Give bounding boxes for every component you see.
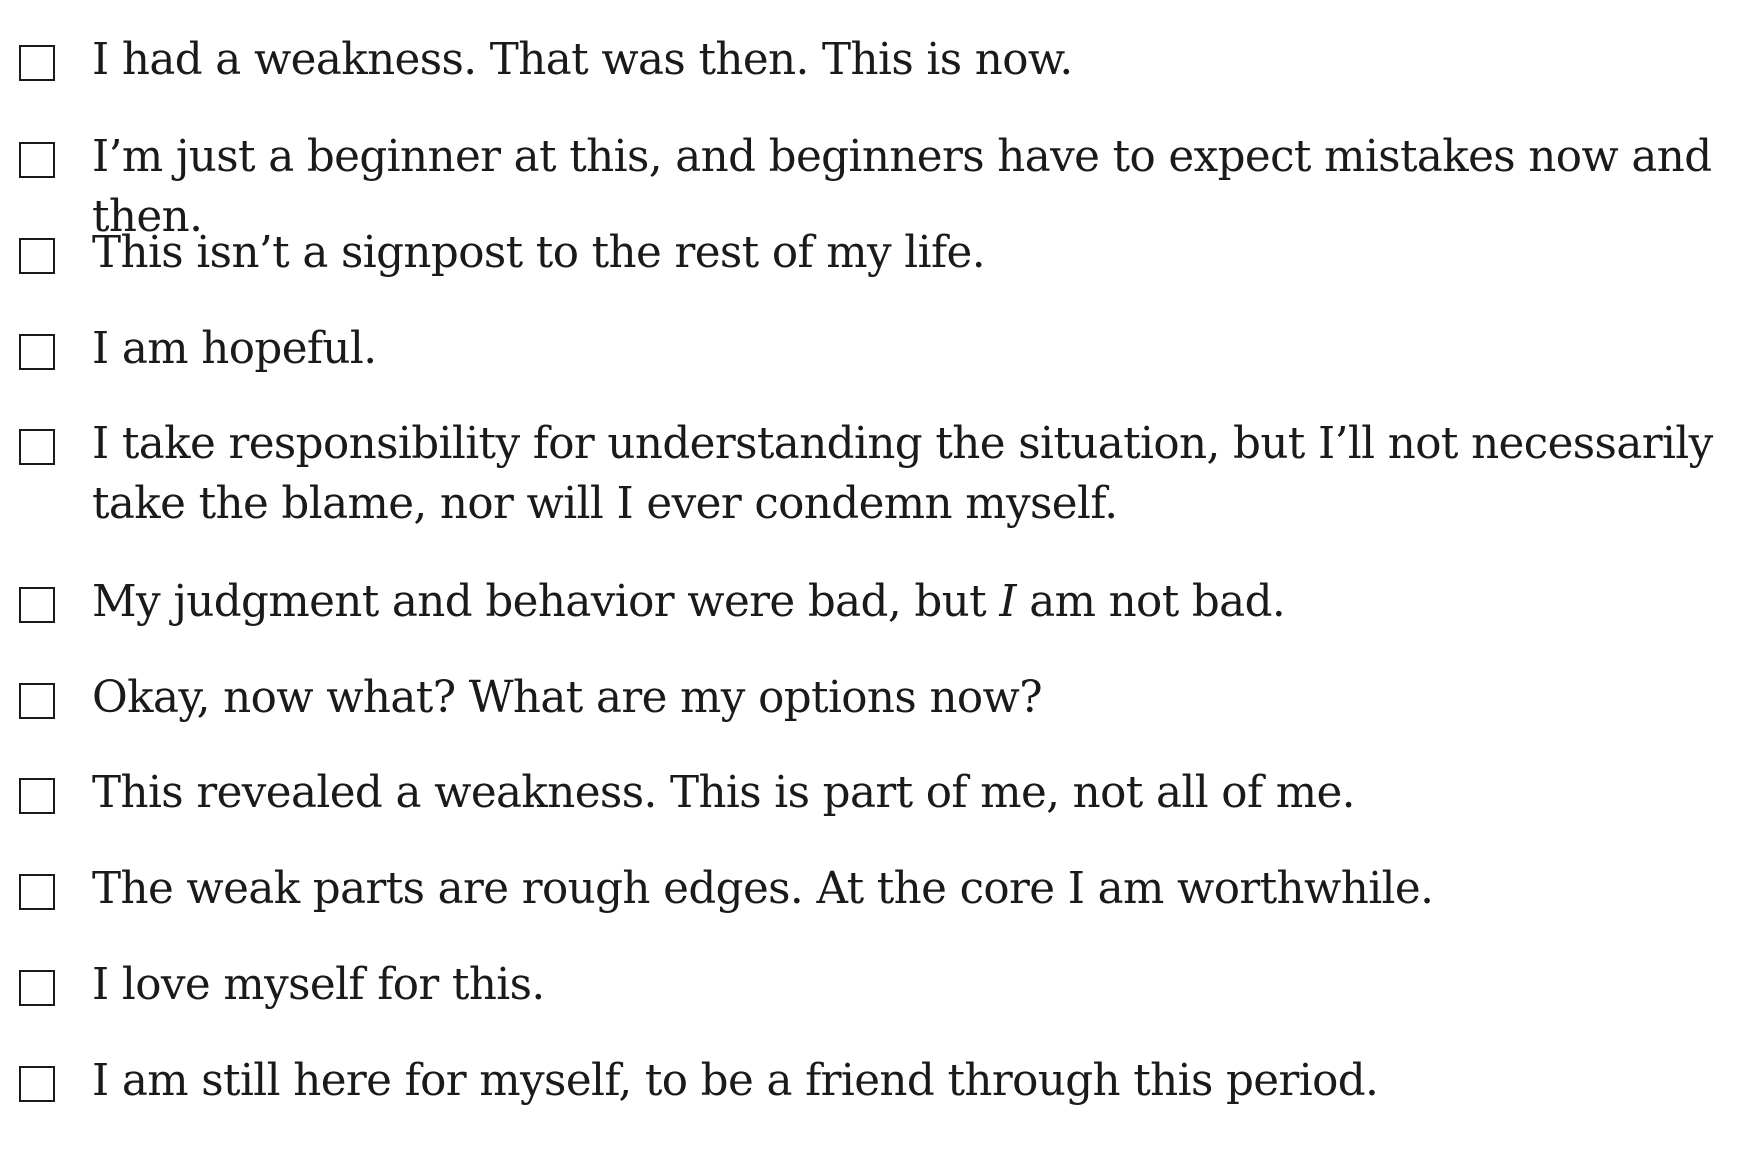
checkbox[interactable] — [19, 429, 55, 465]
checkbox[interactable] — [19, 142, 55, 178]
checklist-item-text: The weak parts are rough edges. At the core I am worthwhile. — [92, 864, 1434, 914]
checklist-item-text: I take responsibility for understanding the situation, but I’ll not necessarily take the blame, nor will I ever condemn myself. — [92, 419, 1726, 529]
checklist-item-text: Okay, now what? What are my options now? — [92, 673, 1043, 723]
checklist-item-text: I’m just a beginner at this, and beginners have to expect mistakes now and then. — [92, 132, 1725, 242]
checklist-item-text: I am still here for myself, to be a friend through this period. — [92, 1056, 1379, 1106]
checkbox[interactable] — [19, 683, 55, 719]
checkbox[interactable] — [19, 334, 55, 370]
checklist-item-text: I love myself for this. — [92, 960, 545, 1010]
checkbox[interactable] — [19, 970, 55, 1006]
checklist-item-text — [92, 572, 1742, 632]
checklist-item-text: I had a weakness. That was then. This is now. — [92, 35, 1073, 85]
checkbox[interactable] — [19, 238, 55, 274]
checklist-item-text: This isn’t a signpost to the rest of my life. — [92, 228, 985, 278]
checkbox[interactable] — [19, 1066, 55, 1102]
checklist-item-text: This revealed a weakness. This is part of me, not all of me. — [92, 768, 1355, 818]
checkbox[interactable] — [19, 874, 55, 910]
checkbox[interactable] — [19, 778, 55, 814]
checkbox[interactable] — [19, 587, 55, 623]
checklist-item-text-part: My judgment and behavior were bad, but — [92, 577, 1000, 627]
checklist-item-text-part: am not bad. — [1015, 577, 1286, 627]
emphasized-word: I — [999, 577, 1016, 627]
checklist-item-text: I am hopeful. — [92, 324, 377, 374]
checkbox[interactable] — [19, 45, 55, 81]
